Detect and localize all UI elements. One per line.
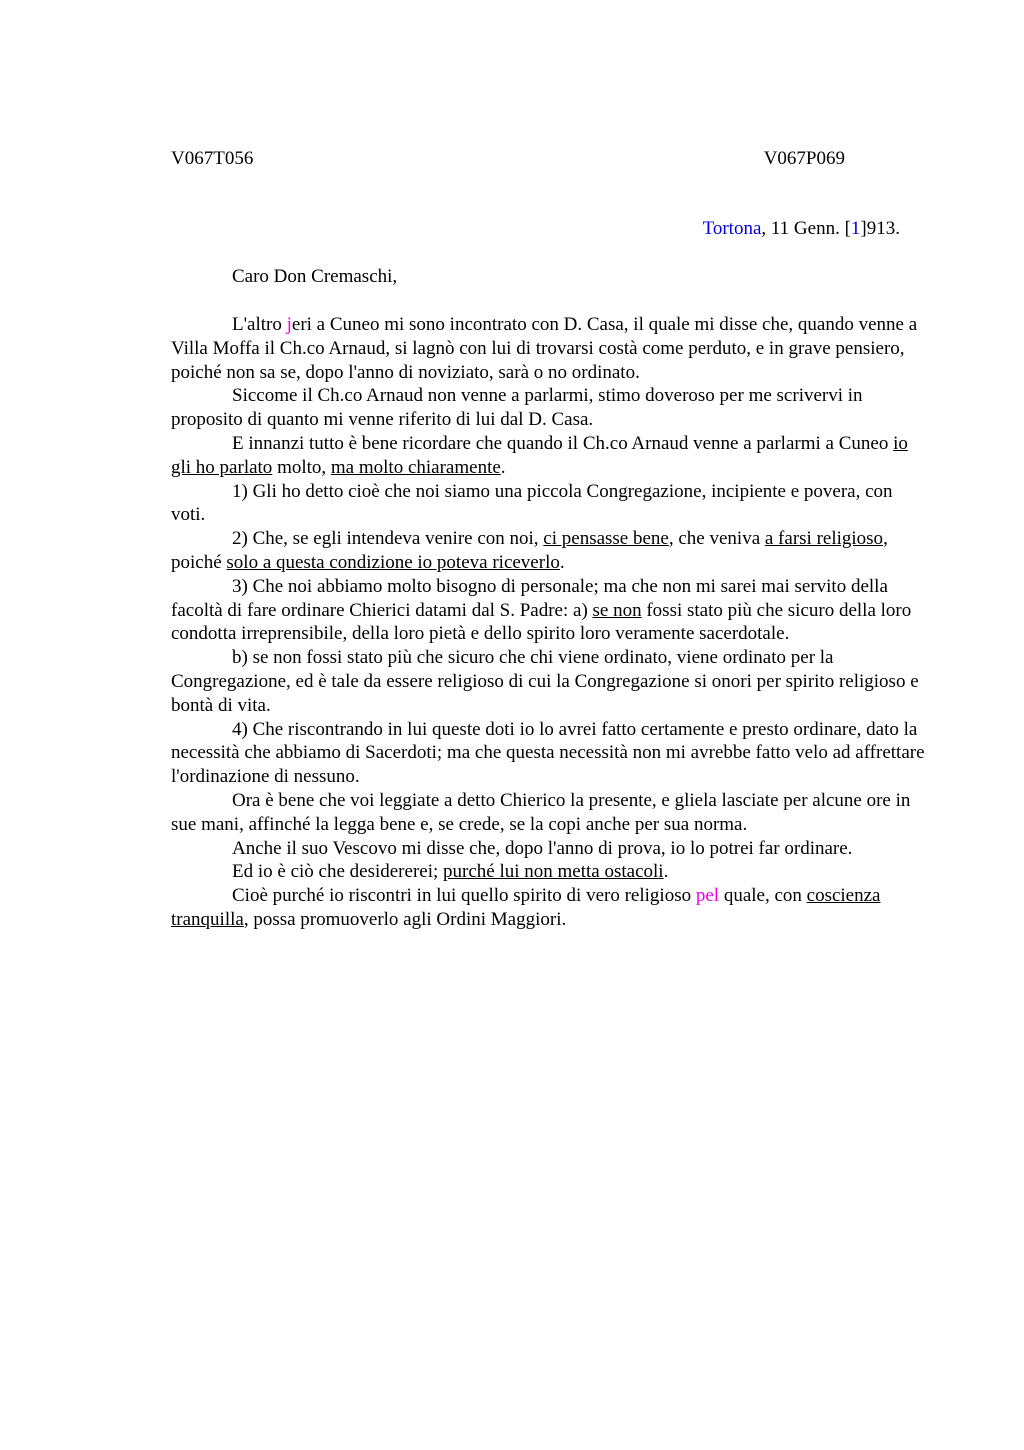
- paragraph: [171, 575, 931, 646]
- underlined-text: purché lui non metta ostacoli: [443, 861, 664, 883]
- paragraph: [171, 313, 931, 384]
- underlined-text: ma molto chiaramente: [330, 456, 501, 478]
- paragraph: [171, 884, 931, 932]
- letter-body: [171, 313, 931, 932]
- text-segment: Ora è bene che voi leggiate a detto Chierico la presente, e gliela lasciate per alcune ore in sue mani, affinché la legga bene e, se crede, se la copi anche per sua norma.: [171, 789, 911, 835]
- text-segment: 3) Che noi abbiamo molto bisogno di personale; ma che non mi sarei mai servito della facoltà di fare ordinare Chierici datami dal S. Padre: a): [171, 575, 888, 621]
- text-segment: .: [500, 456, 506, 478]
- text-segment: eri a Cuneo mi sono incontrato con D. Casa, il quale mi disse che, quando venne a Villa Moffa il Ch.co Arnaud, si lagnò con lui di trovarsi costà come perduto, e in grave pensiero, poiché non sa se, dopo l'anno di noviziato, sarà o no ordinato.: [171, 314, 918, 383]
- underlined-text: solo a questa condizione io poteva riceverlo: [226, 551, 560, 573]
- paragraph: [171, 527, 931, 575]
- date-place: Tortona: [702, 218, 762, 239]
- highlighted-correction: j: [286, 314, 292, 335]
- highlighted-correction: pel: [695, 885, 720, 907]
- text-segment: Cioè purché io riscontri in lui quello spirito di vero religioso: [232, 885, 696, 907]
- text-segment: molto,: [272, 456, 331, 478]
- salutation: Caro Don Cremaschi,: [232, 266, 398, 287]
- text-segment: Anche il suo Vescovo mi disse che, dopo l'anno di prova, io lo potrei far ordinare.: [232, 837, 853, 859]
- underlined-text: io gli ho parlato: [171, 432, 908, 478]
- text-segment: , poiché: [171, 528, 888, 573]
- paragraph: [171, 384, 931, 432]
- underlined-text: coscienza tranquilla: [171, 885, 881, 930]
- text-segment: quale, con: [719, 885, 807, 907]
- paragraph: [171, 432, 931, 480]
- underlined-text: ci pensasse bene: [543, 528, 669, 550]
- paragraph: [171, 789, 931, 837]
- text-segment: , possa promuoverlo agli Ordini Maggiori.: [243, 908, 567, 930]
- date-year-rest: ]913.: [860, 218, 900, 239]
- paragraph: [171, 860, 931, 884]
- text-segment: b) se non fossi stato più che sicuro che chi viene ordinato, viene ordinato per la Congregazione, ed è tale da essere religioso di cui la Congregazione si onori per spirito religioso e bontà di vita.: [171, 647, 919, 716]
- document-codes: [171, 147, 845, 171]
- text-segment: E innanzi tutto è bene ricordare che quando il Ch.co Arnaud venne a parlarmi a Cuneo: [232, 432, 894, 454]
- text-segment: L'altro: [232, 314, 287, 335]
- text-segment: .: [559, 551, 565, 573]
- paragraph: [171, 480, 931, 528]
- text-segment: 1) Gli ho detto cioè che noi siamo una piccola Congregazione, incipiente e povera, con voti.: [171, 480, 893, 526]
- paragraph: [171, 837, 931, 861]
- text-segment: 4) Che riscontrando in lui queste doti io lo avrei fatto certamente e presto ordinare, dato la necessità che abbiamo di Sacerdoti; ma che questa necessità non mi avrebbe fatto velo ad affrettare l'ordinazione di nessuno.: [171, 718, 925, 788]
- code-left: V067T056: [171, 148, 254, 169]
- letter-date: [703, 217, 900, 241]
- text-segment: Ed io è ciò che desidererei;: [232, 861, 444, 883]
- text-segment: , che veniva: [668, 528, 765, 550]
- date-year-digit: 1: [850, 218, 861, 239]
- paragraph: [171, 646, 931, 717]
- text-segment: Siccome il Ch.co Arnaud non venne a parlarmi, stimo doveroso per me scrivervi in proposito di quanto mi venne riferito di lui dal D. Casa.: [171, 385, 863, 431]
- underlined-text: se non: [592, 599, 642, 621]
- text-segment: 2) Che, se egli intendeva venire con noi,: [232, 528, 544, 550]
- text-segment: .: [663, 861, 669, 883]
- underlined-text: a farsi religioso: [764, 528, 884, 550]
- text-segment: fossi stato più che sicuro della loro condotta irreprensibile, della loro pietà e dello spirito loro veramente sacerdotale.: [171, 599, 912, 645]
- date-day-month: , 11 Genn. [: [761, 218, 851, 239]
- code-right: V067P069: [763, 148, 845, 169]
- paragraph: [171, 718, 931, 789]
